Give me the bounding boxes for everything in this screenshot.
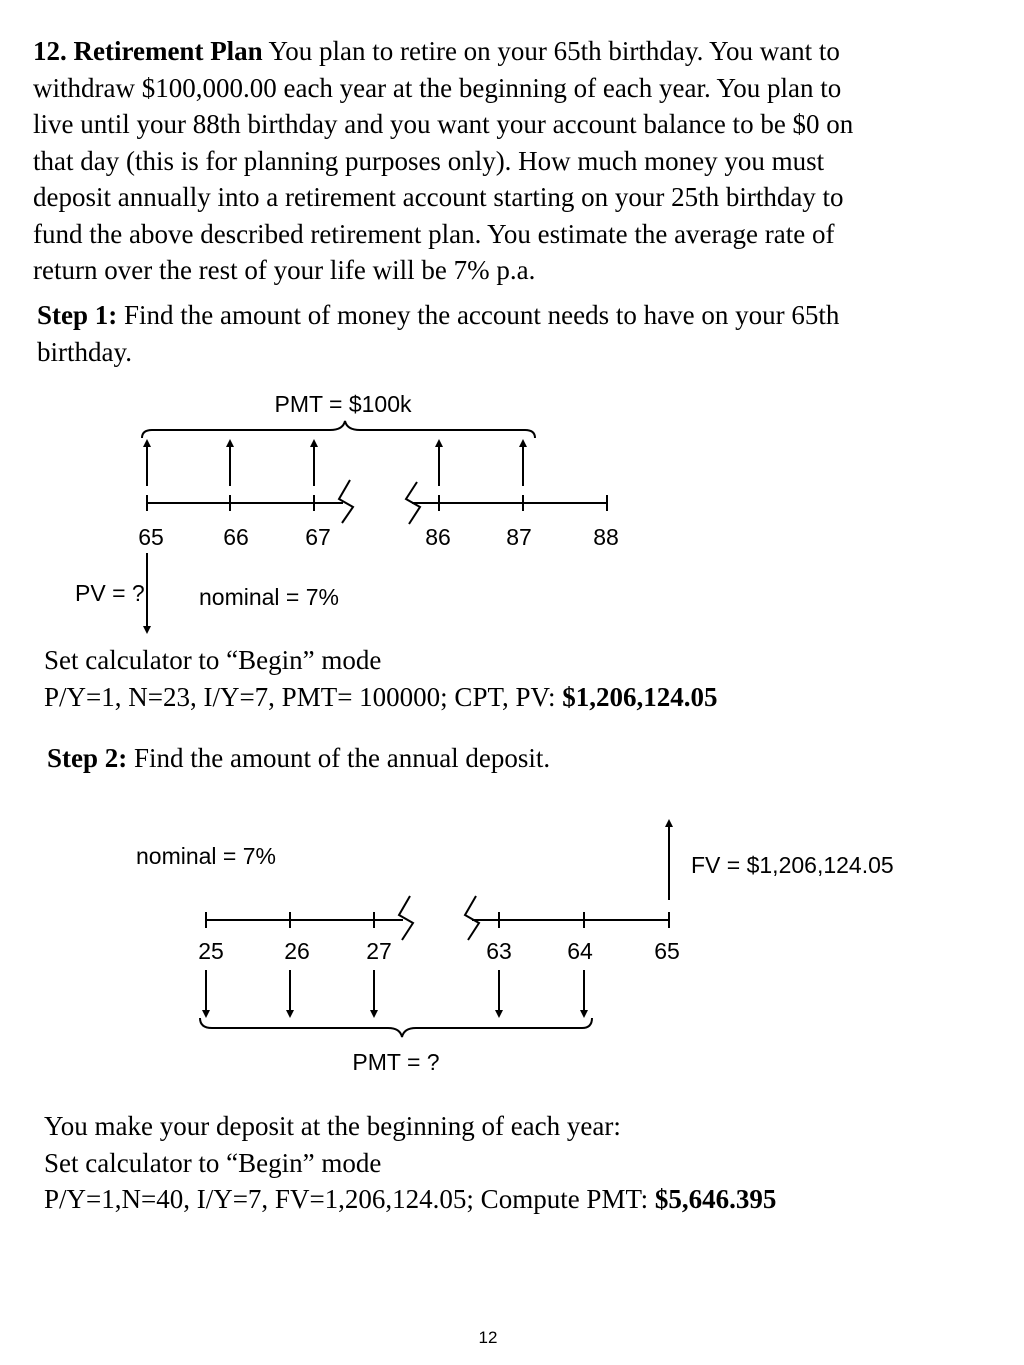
tick-label: 67 [305, 524, 331, 550]
problem-text-line: fund the above described retirement plan. You estimate the average rate of [33, 218, 835, 249]
step1-calculation [44, 642, 717, 715]
step2-calculation [44, 1108, 776, 1218]
tick-label: 66 [223, 524, 249, 550]
rate-label: nominal = 7% [136, 843, 276, 869]
step2-text: Find the amount of the annual deposit. [127, 743, 551, 773]
problem-text-line: You plan to retire on your 65th birthday. You want to [262, 36, 840, 66]
step1-text-line: Find the amount of money the account needs to have on your 65th [117, 300, 840, 330]
pv-label: PV = ? [75, 580, 145, 606]
problem-text-line: withdraw $100,000.00 each year at the beginning of each year. You plan to [33, 72, 842, 103]
pmt-brace [142, 421, 535, 438]
problem-text-line: return over the rest of your life will be 7% p.a. [33, 255, 536, 285]
tick-label: 27 [366, 938, 392, 964]
step1-timeline-diagram [0, 380, 1024, 640]
tick-label: 26 [284, 938, 310, 964]
step2-calc-inputs: P/Y=1,N=40, I/Y=7, FV=1,206,124.05; Compute PMT: [44, 1184, 655, 1214]
fv-label: FV = $1,206,124.05 [691, 852, 894, 878]
step2-heading [47, 740, 550, 777]
tick-label: 88 [593, 524, 619, 550]
step2-calc-result: $5,646.395 [654, 1184, 777, 1214]
page-number: 12 [478, 1328, 498, 1347]
problem-statement [33, 33, 853, 289]
tick-label: 25 [198, 938, 224, 964]
tick-label: 63 [486, 938, 512, 964]
problem-text-line: that day (this is for planning purposes only). How much money you must [33, 145, 825, 176]
step1-label: Step 1: [37, 300, 118, 330]
problem-title: 12. Retirement Plan [33, 36, 263, 66]
axis-break-mark [339, 480, 353, 523]
pmt-label: PMT = $100k [274, 391, 412, 417]
step1-text-line: birthday. [37, 336, 132, 367]
rate-label: nominal = 7% [199, 584, 339, 610]
step2-calc-mode: Set calculator to “Begin” mode [44, 1147, 382, 1178]
step1-calc-mode: Set calculator to “Begin” mode [44, 645, 382, 675]
axis-break-mark [465, 896, 479, 940]
pmt-brace [200, 1018, 592, 1037]
tick-label: 64 [567, 938, 593, 964]
step2-timeline-diagram [0, 810, 1024, 1080]
pmt-label: PMT = ? [352, 1049, 440, 1075]
tick-label: 65 [654, 938, 680, 964]
problem-text-line: deposit annually into a retirement account starting on your 25th birthday to [33, 182, 844, 212]
step1-calc-result: $1,206,124.05 [562, 681, 718, 712]
tick-label: 65 [138, 524, 164, 550]
axis-break-mark [399, 896, 413, 940]
step2-calc-note: You make your deposit at the beginning of each year: [44, 1111, 621, 1141]
step1-heading [37, 297, 839, 370]
problem-text-line: live until your 88th birthday and you want your account balance to be $0 on [33, 109, 854, 139]
step2-label: Step 2: [47, 743, 128, 773]
tick-label: 87 [506, 524, 532, 550]
step1-calc-inputs: P/Y=1, N=23, I/Y=7, PMT= 100000; CPT, PV: [44, 681, 563, 712]
tick-label: 86 [425, 524, 451, 550]
